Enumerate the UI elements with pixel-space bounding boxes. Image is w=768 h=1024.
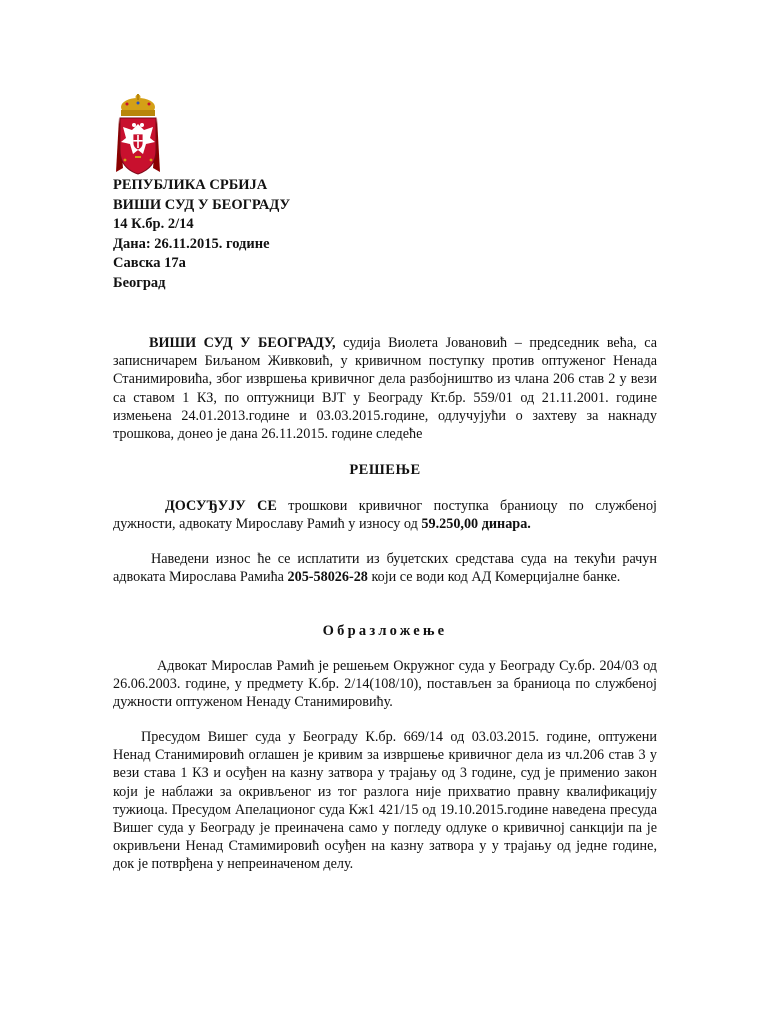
reasoning-paragraph-1: Адвокат Мирослав Рамић је решењем Окружног суда у Београду Су.бр. 204/03 од 26.06.2003. године, у предмету К.бр. 2/14(108/10), постављен за браниоца по службеној дужности оптуженом Ненаду Станимировићу.: [113, 658, 657, 711]
crown-icon: [121, 94, 155, 116]
intro-text: судија Виолета Јовановић – председник већа, са записничарем Биљаном Живковић, у кривичном поступку против оптуженог Ненада Станимировића, због извршења кривичног дела разбојништво из члана 206 став 2 у вези са ставом 1 КЗ, по оптужници ВЈТ у Београду Кт.бр. 559/01 од 21.11.2001. године измењена 24.01.2013.године и 03.03.2015.године, одлучујући о захтеву за накнаду трошкова, донео је дана 26.11.2015. године следеће: [113, 335, 657, 443]
header-street: Савска 17а: [113, 255, 186, 271]
reasoning-title: Образложење: [322, 623, 448, 639]
court-header: [113, 176, 290, 293]
decision-text: трошкови кривичног поступка браниоцу по службеној дужности, адвокату Мирославу Рамић у износу од: [113, 498, 657, 533]
header-date: Дана: 26.11.2015. године: [113, 235, 270, 252]
payment-account: 205-58026-28: [287, 569, 368, 586]
serbian-coat-of-arms-icon: [113, 94, 163, 176]
intro-court-name: ВИШИ СУД У БЕОГРАДУ,: [149, 335, 336, 351]
decision-amount: 59.250,00 динара.: [421, 516, 531, 533]
reasoning-paragraph-2: Пресудом Вишег суда у Београду К.бр. 669/14 од 03.03.2015. године, оптужени Ненад Станимировић оглашен је кривим за извршење кривичног дела из чл.206 став 3 у вези става 1 КЗ и осуђен на казну затвора у трајању од 3 године, суд је применио закон који је наблажи за окривљеног из тог разлога није прихватио правну квалификацију тужиоца. Пресудом Апелационог суда Кж1 421/15 од 19.10.2015.године наведена пресуда Вишег суда у Београду је преиначена само у погледу одлуке о кривичној санкцији па је окривљени Ненад Стамимировић осуђен на казну затвора у у трајању од једне године, док је потврђена у непреиначеном делу.: [113, 729, 657, 873]
header-city: Београд: [113, 274, 166, 291]
payment-paragraph: [113, 550, 657, 586]
header-country: РЕПУБЛИКА СРБИЈА: [113, 177, 268, 193]
header-case-number: 14 К.бр. 2/14: [113, 216, 194, 232]
payment-text-1: Наведени износ ће се исплатити из буџетских средстава суда на текући рачун адвоката Мирослава Рамића: [113, 551, 657, 586]
cross-shield-icon: [133, 134, 143, 150]
payment-text-2: који се води код АД Комерцијалне банке.: [367, 569, 621, 586]
decision-paragraph: [113, 497, 657, 533]
header-court: ВИШИ СУД У БЕОГРАДУ: [113, 196, 291, 213]
decision-lead: ДОСУЂУЈУ СЕ: [165, 498, 277, 514]
intro-paragraph: [113, 334, 657, 443]
decision-title: РЕШЕЊЕ: [349, 462, 421, 478]
